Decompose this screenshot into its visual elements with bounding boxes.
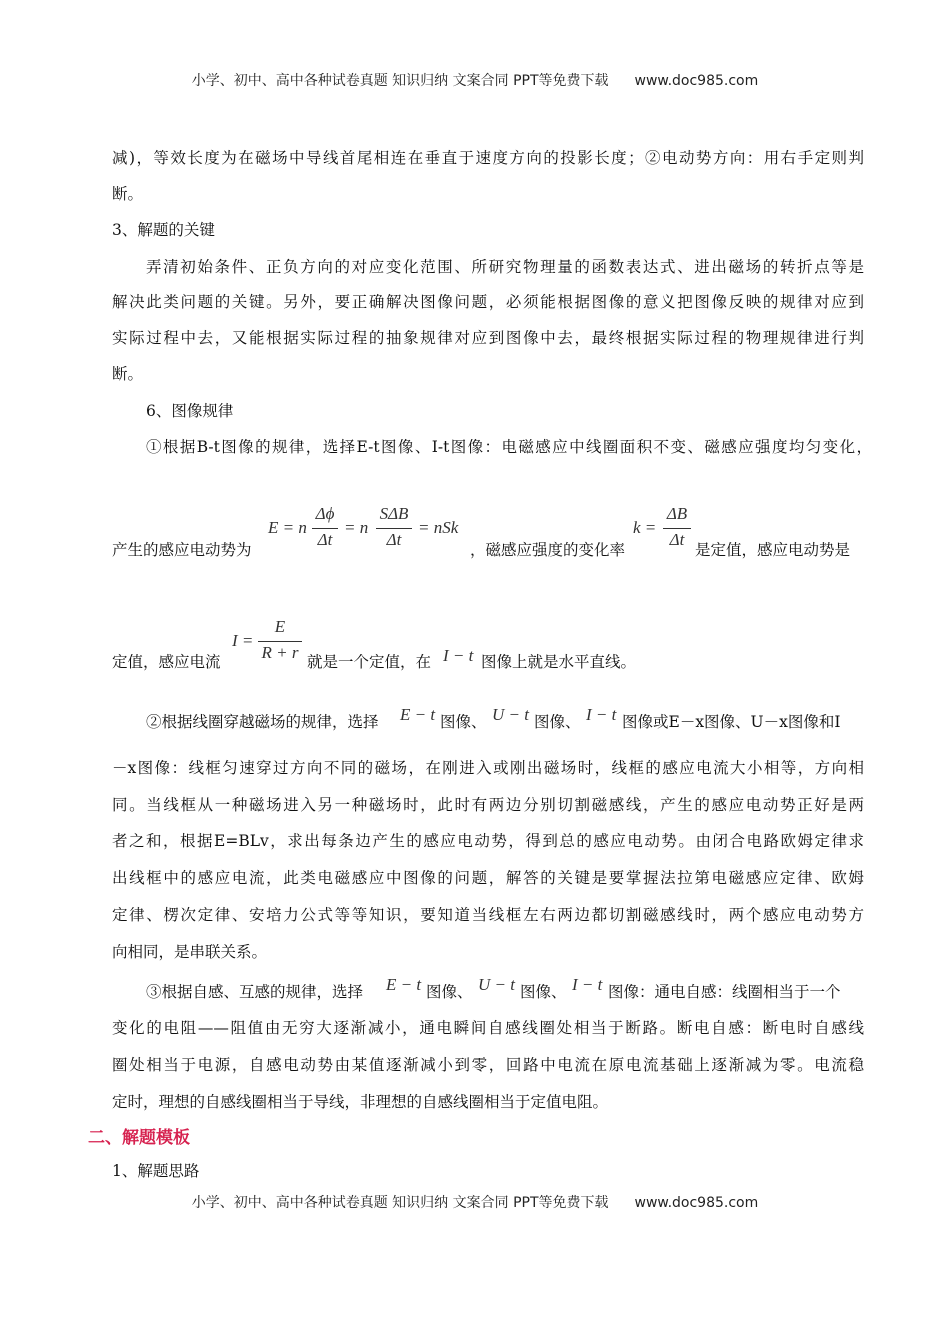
para2-line4: 断。 xyxy=(112,365,144,383)
para3-line3c: 图像上就是水平直线。 xyxy=(481,653,637,671)
header-text: 小学、初中、高中各种试卷真题 知识归纳 文案合同 PPT等免费下载 xyxy=(191,73,609,89)
heading-key-points: 3、解题的关键 xyxy=(112,221,215,239)
emf-formula xyxy=(268,504,468,554)
emf-num2: SΔB xyxy=(379,504,409,523)
para3-line2b: ，磁感应强度的变化率 xyxy=(470,541,626,559)
page-footer xyxy=(0,1192,950,1212)
fraction-bar xyxy=(258,641,302,642)
rate-lhs: k = xyxy=(633,518,657,537)
para5-line3: 圈处相当于电源，自感电动势由某值逐渐减小到零，回路中电流在原电流基础上逐渐减为零。电流稳 xyxy=(112,1056,864,1074)
para5-line1d: 图像：通电自感：线圈相当于一个 xyxy=(608,983,841,1001)
para3-line3a: 定值，感应电流 xyxy=(112,653,221,671)
para4-line1a: ②根据线圈穿越磁场的规律，选择 xyxy=(146,713,379,731)
current-den: R + r xyxy=(261,643,299,662)
it-symbol: I − t xyxy=(572,975,603,994)
para4-line6: 定律、楞次定律、安培力公式等等知识，要知道当线框左右两边都切割磁感线时，两个感应电动势方 xyxy=(112,906,864,924)
emf-eq: = n xyxy=(344,518,369,537)
emf-lhs: E = n xyxy=(268,518,307,537)
heading-image-rules: 6、图像规律 xyxy=(146,402,234,420)
emf-num1: Δϕ xyxy=(315,504,335,523)
it-symbol: I − t xyxy=(586,705,617,724)
ut-symbol: U − t xyxy=(492,705,529,724)
para3-line1: ①根据B-t图像的规律，选择E-t图像、I-t图像：电磁感应中线圈面积不变、磁感应强度均匀变化， xyxy=(146,438,872,456)
footer-text: 小学、初中、高中各种试卷真题 知识归纳 文案合同 PPT等免费下载 xyxy=(191,1195,609,1211)
et-symbol: E − t xyxy=(386,975,422,994)
para4-line1b: 图像、 xyxy=(440,713,487,731)
para5-line1c: 图像、 xyxy=(520,983,567,1001)
section-title: 二、解题模板 xyxy=(88,1128,190,1148)
page-header xyxy=(0,70,950,90)
current-num: E xyxy=(274,617,286,636)
para4-line3: 同。当线框从一种磁场进入另一种磁场时，此时有两边分别切割磁感线，产生的感应电动势正好是两 xyxy=(112,796,864,814)
rate-num: ΔB xyxy=(666,504,688,523)
para1-line2: 断。 xyxy=(112,185,144,203)
para2-line3: 实际过程中去，又能根据实际过程的抽象规律对应到图像中去，最终根据实际过程的物理规律进行判 xyxy=(112,329,864,347)
para4-line2: －x图像：线框匀速穿过方向不同的磁场，在刚进入或刚出磁场时，线框的感应电流大小相等，方向相 xyxy=(112,759,864,777)
emf-den2: Δt xyxy=(386,530,402,549)
current-lhs: I = xyxy=(232,631,254,650)
footer-url[interactable]: www.doc985.com xyxy=(634,1195,759,1211)
para4-line1c: 图像、 xyxy=(534,713,581,731)
it-symbol: I − t xyxy=(443,646,474,665)
para5-line1b: 图像、 xyxy=(426,983,473,1001)
para3-line3b: 就是一个定值，在 xyxy=(307,653,432,671)
current-formula xyxy=(232,617,306,667)
para3-line2c: 是定值，感应电动势是 xyxy=(695,541,851,559)
rate-formula xyxy=(633,504,695,554)
para5-line4: 定时，理想的自感线圈相当于导线，非理想的自感线圈相当于定值电阻。 xyxy=(112,1093,609,1111)
para5-line2: 变化的电阻——阻值由无穷大逐渐减小，通电瞬间自感线圈处相当于断路。断电自感：断电时自感线 xyxy=(112,1019,864,1037)
para2-line1: 弄清初始条件、正负方向的对应变化范围、所研究物理量的函数表达式、进出磁场的转折点等是 xyxy=(146,258,864,276)
emf-den1: Δt xyxy=(317,530,333,549)
para1-line1: 减)，等效长度为在磁场中导线首尾相连在垂直于速度方向的投影长度；②电动势方向：用右手定则判 xyxy=(112,149,864,167)
et-symbol: E − t xyxy=(400,705,436,724)
fraction-bar xyxy=(312,528,338,529)
rate-den: Δt xyxy=(669,530,685,549)
emf-rhs: = nSk xyxy=(418,518,459,537)
heading-solution-approach: 1、解题思路 xyxy=(112,1162,200,1180)
fraction-bar xyxy=(663,528,691,529)
fraction-bar xyxy=(376,528,412,529)
para5-line1a: ③根据自感、互感的规律，选择 xyxy=(146,983,364,1001)
header-url[interactable]: www.doc985.com xyxy=(634,73,759,89)
para2-line2: 解决此类问题的关键。另外，要正确解决图像问题，必须能根据图像的意义把图像反映的规律对应到 xyxy=(112,293,864,311)
para4-line4: 者之和，根据E=BLv，求出每条边产生的感应电动势，得到总的感应电动势。由闭合电路欧姆定律求 xyxy=(112,832,864,850)
ut-symbol: U − t xyxy=(478,975,515,994)
para3-line2a: 产生的感应电动势为 xyxy=(112,541,252,559)
para4-line7: 向相同，是串联关系。 xyxy=(112,943,268,961)
para4-line1d: 图像或E－x图像、U－x图像和I xyxy=(622,713,841,731)
para4-line5: 出线框中的感应电流，此类电磁感应中图像的问题，解答的关键是要掌握法拉第电磁感应定律、欧姆 xyxy=(112,869,864,887)
